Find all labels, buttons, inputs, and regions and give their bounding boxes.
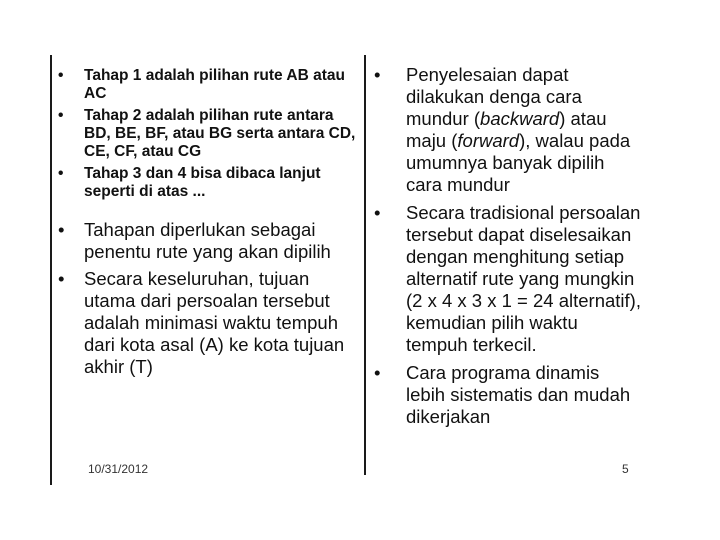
- slide-number: 5: [622, 462, 629, 476]
- bullet-item: [372, 362, 642, 428]
- bullet-icon: •: [58, 165, 64, 182]
- slide-date: 10/31/2012: [88, 462, 149, 476]
- bullet-item: [372, 64, 642, 196]
- bullet-icon: •: [58, 67, 64, 84]
- bullet-text: Secara tradisional persoalan tersebut dapat diselesaikan dengan menghitung setiap alternatif rute yang mungkin (2 x 4 x 3 x 1 = 24 alternatif), kemudian pilih waktu tempuh terkecil.: [406, 202, 641, 355]
- bullet-item: [372, 202, 642, 356]
- bullet-icon: •: [58, 268, 65, 289]
- bullet-icon: •: [374, 64, 381, 85]
- right-column: [372, 64, 642, 434]
- bullet-item: [56, 268, 356, 378]
- left-column: [56, 67, 356, 383]
- bullet-item: [56, 67, 356, 103]
- bullet-icon: •: [374, 202, 381, 223]
- bullet-text: Tahap 3 dan 4 bisa dibaca lanjut seperti di atas ...: [84, 165, 321, 200]
- bullet-item: [56, 165, 356, 201]
- forward-term: forward: [457, 130, 520, 151]
- bullet-item: [56, 219, 356, 263]
- bullet-text: Tahapan diperlukan sebagai penentu rute yang akan dipilih: [84, 219, 331, 262]
- bullet-icon: •: [374, 362, 381, 383]
- bullet-text: Secara keseluruhan, tujuan utama dari persoalan tersebut adalah minimasi waktu tempuh dari kota asal (A) ke kota tujuan akhir (T): [84, 268, 345, 377]
- bullet-text: Penyelesaian dapat dilakukan denga cara mundur (backward) atau maju (forward), walau pada umumnya banyak dipilih cara mundur: [406, 64, 631, 195]
- bullet-text: Tahap 1 adalah pilihan rute AB atau AC: [84, 67, 345, 102]
- backward-term: backward: [480, 108, 560, 129]
- bullet-text: Cara programa dinamis lebih sistematis dan mudah dikerjakan: [406, 362, 631, 427]
- bullet-icon: •: [58, 219, 65, 240]
- left-border-line: [50, 55, 52, 485]
- bullet-item: [56, 107, 356, 161]
- bullet-icon: •: [58, 107, 64, 124]
- bullet-text: Tahap 2 adalah pilihan rute antara BD, BE, BF, atau BG serta antara CD, CE, CF, atau CG: [84, 107, 356, 160]
- column-divider-line: [364, 55, 366, 475]
